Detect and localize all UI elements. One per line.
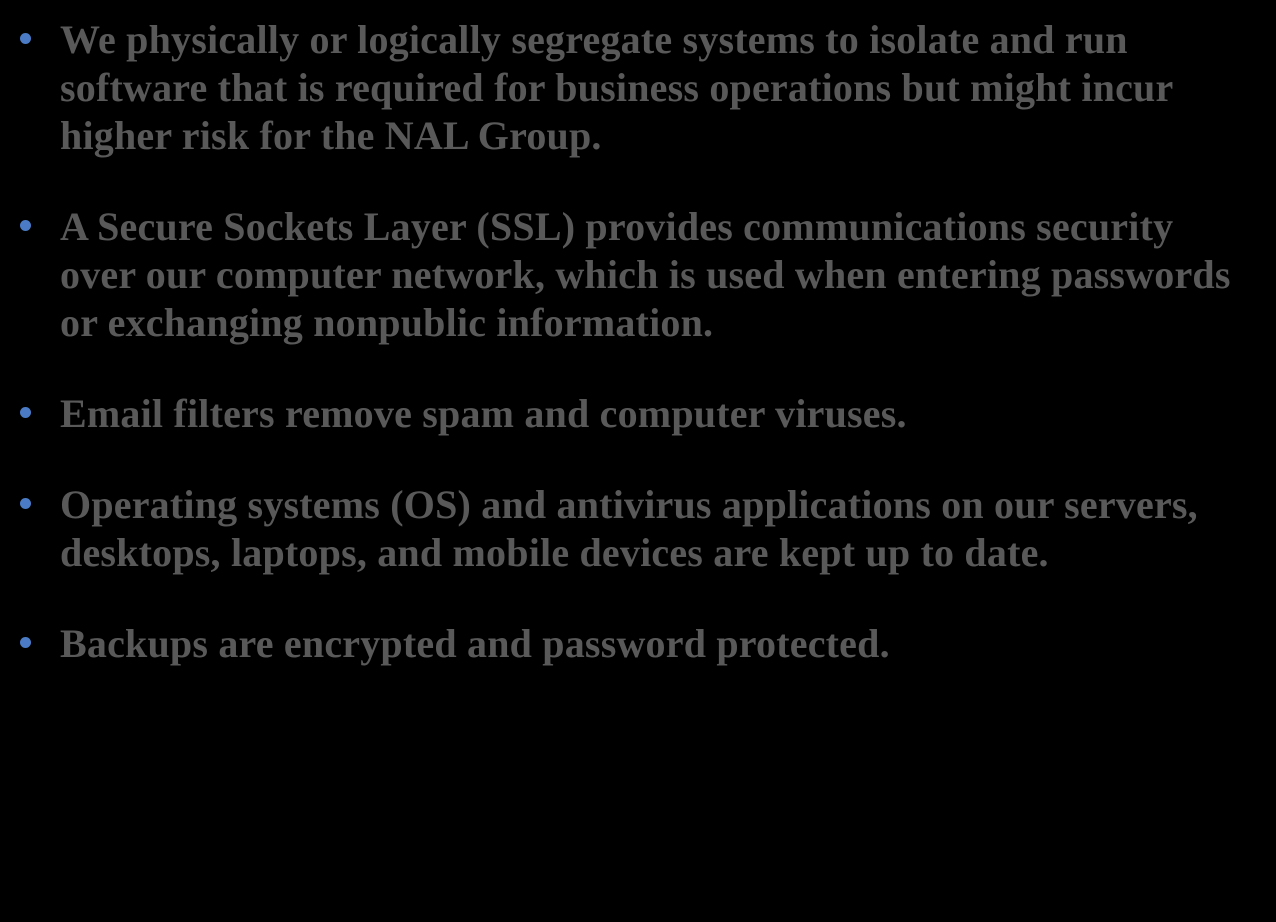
bullet-text — [60, 203, 1231, 347]
bullet-line: We physically or logically segregate systems to isolate and run — [60, 17, 1128, 62]
bullet-line: over our computer network, which is used when entering passwords — [60, 252, 1231, 297]
bullet-icon — [20, 407, 31, 418]
bullet-icon — [20, 637, 31, 648]
bullet-item-email-filters — [20, 390, 1256, 438]
bullet-icon — [20, 220, 31, 231]
bullet-text — [60, 390, 907, 438]
bullet-line: A Secure Sockets Layer (SSL) provides communications security — [60, 204, 1174, 249]
bullet-line: or exchanging nonpublic information. — [60, 300, 714, 345]
bullet-icon — [20, 498, 31, 509]
bullet-text — [60, 481, 1198, 577]
bullet-line: higher risk for the NAL Group. — [60, 113, 602, 158]
bullet-line: Operating systems (OS) and antivirus applications on our servers, — [60, 482, 1198, 527]
bullet-line: Email filters remove spam and computer viruses. — [60, 391, 907, 436]
bullet-text — [60, 620, 890, 668]
bullet-line: desktops, laptops, and mobile devices are kept up to date. — [60, 530, 1049, 575]
bullet-icon — [20, 33, 31, 44]
bullet-item-backups — [20, 620, 1256, 668]
bullet-item-segregation — [20, 16, 1256, 160]
bullet-item-ssl — [20, 203, 1256, 347]
bullet-item-os-antivirus — [20, 481, 1256, 577]
bullet-line: software that is required for business operations but might incur — [60, 65, 1174, 110]
bullet-text — [60, 16, 1173, 160]
bullet-line: Backups are encrypted and password protected. — [60, 621, 890, 666]
